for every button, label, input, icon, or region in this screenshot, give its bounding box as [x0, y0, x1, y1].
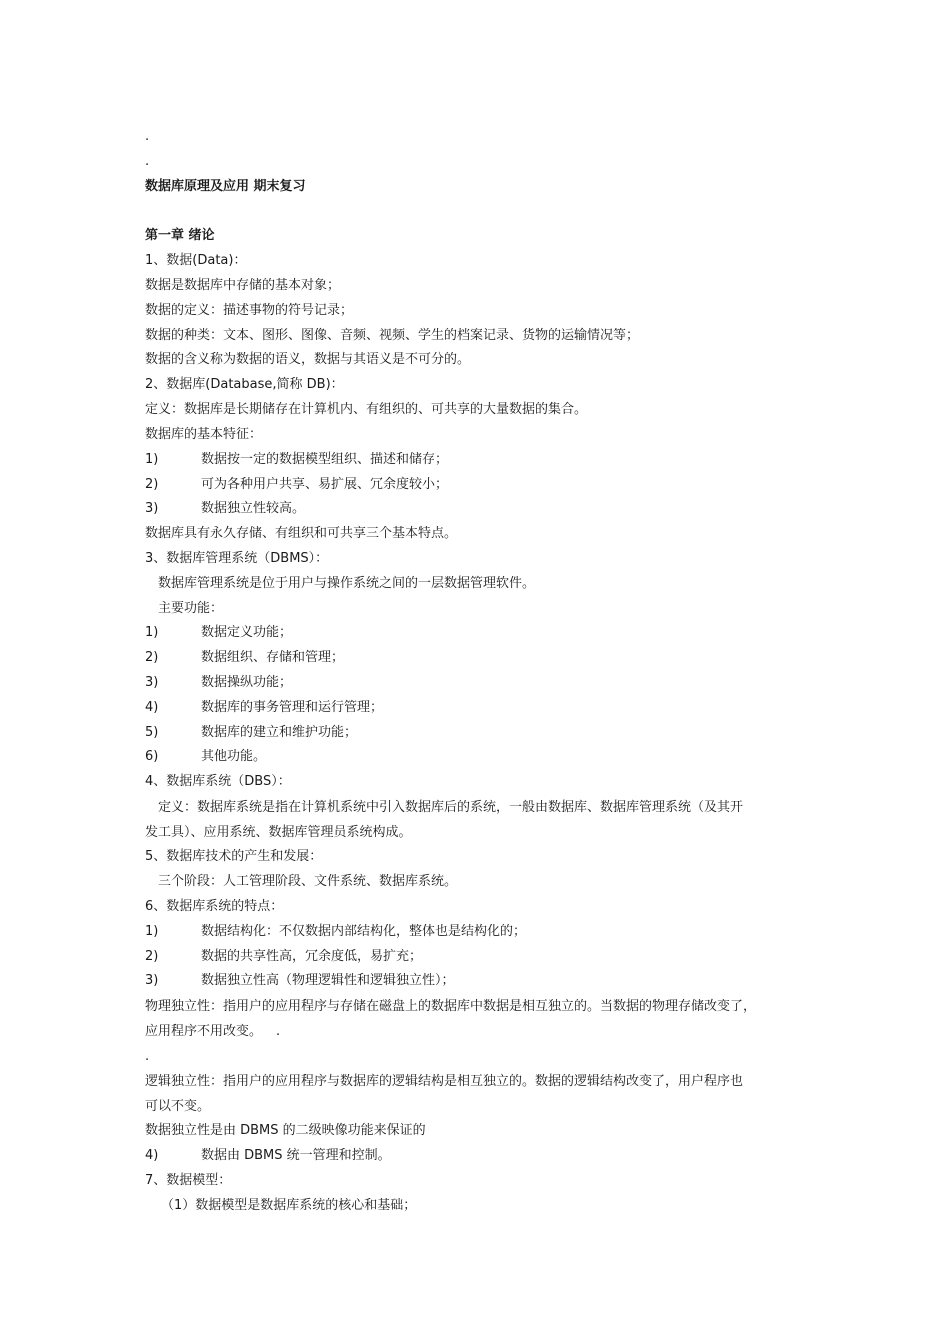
list-item [145, 972, 455, 990]
list-item [145, 624, 292, 642]
list-text: 数据结构化：不仅数据内部结构化，整体也是结构化的； [201, 924, 527, 939]
section-heading: 6、数据库系统的特点： [145, 899, 284, 914]
paragraph: 定义：数据库系统是指在计算机系统中引入数据库后的系统，一般由数据库、数据库管理系统（及其开 [158, 800, 744, 815]
list-number: 1) [145, 625, 159, 640]
list-item [145, 451, 448, 469]
paragraph: 数据的定义：描述事物的符号记录； [145, 303, 354, 318]
paragraph-text: 应用程序不用改变。 [145, 1024, 263, 1039]
list-text: 数据的共享性高，冗余度低，易扩充； [201, 949, 423, 964]
paragraph: 数据独立性是由 DBMS 的二级映像功能来保证的 [145, 1123, 426, 1138]
paragraph: 物理独立性：指用户的应用程序与存储在磁盘上的数据库中数据是相互独立的。当数据的物理存储改变了， [145, 999, 757, 1014]
list-item [145, 923, 526, 941]
list-number: 2) [145, 949, 159, 964]
list-item [145, 699, 383, 717]
paragraph: 数据是数据库中存储的基本对象； [145, 278, 341, 293]
section-heading: 7、数据模型： [145, 1173, 232, 1188]
list-text: 数据由 DBMS 统一管理和控制。 [201, 1148, 391, 1163]
dot-marker: . [145, 1049, 150, 1064]
document-title: 数据库原理及应用 期末复习 [145, 179, 306, 194]
paragraph [145, 1023, 280, 1041]
list-text: 数据按一定的数据模型组织、描述和储存； [201, 452, 449, 467]
list-number: 3) [145, 501, 159, 516]
list-item [145, 500, 305, 518]
list-item [145, 674, 292, 692]
list-item [145, 948, 422, 966]
list-text: 数据库的事务管理和运行管理； [201, 700, 384, 715]
list-text: 可为各种用户共享、易扩展、冗余度较小； [201, 477, 449, 492]
list-item [145, 748, 266, 766]
list-text: 其他功能。 [201, 749, 267, 764]
paragraph: 主要功能： [158, 601, 224, 616]
paragraph: 可以不变。 [145, 1099, 211, 1114]
list-number: 3) [145, 675, 159, 690]
list-number: 2) [145, 477, 159, 492]
paragraph: 数据库管理系统是位于用户与操作系统之间的一层数据管理软件。 [158, 576, 536, 591]
list-item [145, 476, 448, 494]
list-text: 数据定义功能； [201, 625, 293, 640]
list-number: 4) [145, 1148, 159, 1163]
paragraph: 数据库的基本特征： [145, 427, 263, 442]
dot-marker: . [276, 1024, 281, 1039]
paragraph: 数据库具有永久存储、有组织和可共享三个基本特点。 [145, 526, 458, 541]
paragraph: 三个阶段：人工管理阶段、文件系统、数据库系统。 [158, 874, 458, 889]
list-number: 6) [145, 749, 159, 764]
section-heading: 1、数据(Data)： [145, 253, 247, 268]
list-number: 2) [145, 650, 159, 665]
paragraph: 逻辑独立性：指用户的应用程序与数据库的逻辑结构是相互独立的。数据的逻辑结构改变了，用户程序也 [145, 1074, 744, 1089]
list-item [145, 1147, 391, 1165]
list-number: 5) [145, 725, 159, 740]
paragraph: （1）数据模型是数据库系统的核心和基础； [161, 1198, 417, 1213]
list-number: 1) [145, 924, 159, 939]
list-text: 数据独立性高（物理逻辑性和逻辑独立性）； [201, 973, 455, 988]
chapter-heading: 第一章 绪论 [145, 228, 215, 243]
dot-marker: . [145, 129, 150, 144]
section-heading: 2、数据库(Database,简称 DB)： [145, 377, 344, 392]
paragraph: 定义：数据库是长期储存在计算机内、有组织的、可共享的大量数据的集合。 [145, 402, 588, 417]
section-heading: 4、数据库系统（DBS）： [145, 774, 291, 789]
paragraph: 数据的种类：文本、图形、图像、音频、视频、学生的档案记录、货物的运输情况等； [145, 328, 640, 343]
section-heading: 3、数据库管理系统（DBMS）： [145, 551, 329, 566]
list-number: 4) [145, 700, 159, 715]
list-text: 数据组织、存储和管理； [201, 650, 345, 665]
list-item [145, 724, 357, 742]
list-number: 1) [145, 452, 159, 467]
list-item [145, 649, 344, 667]
paragraph: 发工具）、应用系统、数据库管理员系统构成。 [145, 825, 412, 840]
list-text: 数据独立性较高。 [201, 501, 306, 516]
paragraph: 数据的含义称为数据的语义，数据与其语义是不可分的。 [145, 352, 471, 367]
list-text: 数据库的建立和维护功能； [201, 725, 358, 740]
list-text: 数据操纵功能； [201, 675, 293, 690]
section-heading: 5、数据库技术的产生和发展： [145, 849, 323, 864]
list-number: 3) [145, 973, 159, 988]
dot-marker: . [145, 154, 150, 169]
